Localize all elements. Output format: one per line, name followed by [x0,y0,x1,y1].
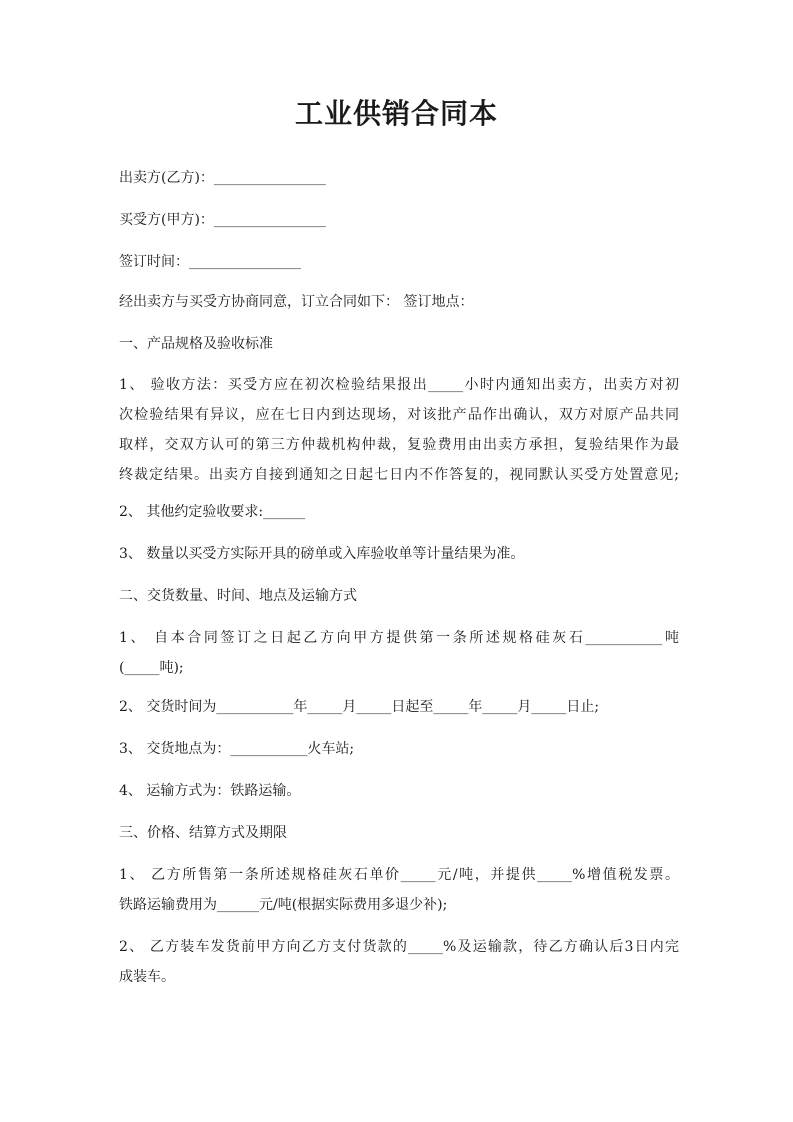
s2-item1-paragraph [119,623,679,683]
s2-item1-line: (_____吨); [119,660,184,676]
s1-item1-line: 取样，交双方认可的第三方仲裁机构仲裁，复验费用由出卖方承担，复验结果作为最 [119,437,679,453]
s2-item4: 4、 运输方式为：铁路运输。 [119,783,301,799]
s3-item1-paragraph [119,860,679,920]
section1-heading: 一、产品规格及验收标准 [119,336,273,352]
buyer-line: 买受方(甲方)：________________ [119,212,326,228]
sign-time-line: 签订时间：________________ [119,254,301,270]
s3-item1-line: 1、 乙方所售第一条所述规格硅灰石单价_____元/吨，并提供_____%增值税发票。 [119,867,679,883]
s2-item2: 2、 交货时间为___________年_____月_____日起至_____年_____月_____日止; [119,699,600,715]
s2-item1-line: 1、 自本合同签订之日起乙方向甲方提供第一条所述规格硅灰石___________吨 [119,630,679,646]
s3-item2-line: 2、 乙方装车发货前甲方向乙方支付货款的_____%及运输款，待乙方确认后3日内完 [119,939,679,955]
s3-item2-paragraph [119,932,679,992]
seller-line: 出卖方(乙方)：________________ [119,170,326,186]
s1-item3: 3、 数量以买受方实际开具的磅单或入库验收单等计量结果为准。 [119,546,525,562]
s3-item2-line: 成装车。 [119,969,175,985]
agreement-line: 经出卖方与买受方协商同意，订立合同如下： 签订地点： [119,294,474,310]
section3-heading: 三、价格、结算方式及期限 [119,825,287,841]
s1-item2: 2、 其他约定验收要求:______ [119,504,306,520]
s1-item1-paragraph [119,370,679,490]
s1-item1-line: 1、 验收方法：买受方应在初次检验结果报出_____小时内通知出卖方，出卖方对初 [119,377,679,393]
document-title: 工业供销合同本 [294,97,498,130]
section2-heading: 二、交货数量、时间、地点及运输方式 [119,588,357,604]
s3-item1-line: 铁路运输费用为______元/吨(根据实际费用多退少补); [119,897,448,913]
s2-item3: 3、 交货地点为：___________火车站; [119,741,355,757]
s1-item1-line: 终裁定结果。出卖方自接到通知之日起七日内不作答复的，视同默认买受方处置意见; [119,467,679,483]
s1-item1-line: 次检验结果有异议，应在七日内到达现场，对该批产品作出确认，双方对原产品共同 [119,407,679,423]
